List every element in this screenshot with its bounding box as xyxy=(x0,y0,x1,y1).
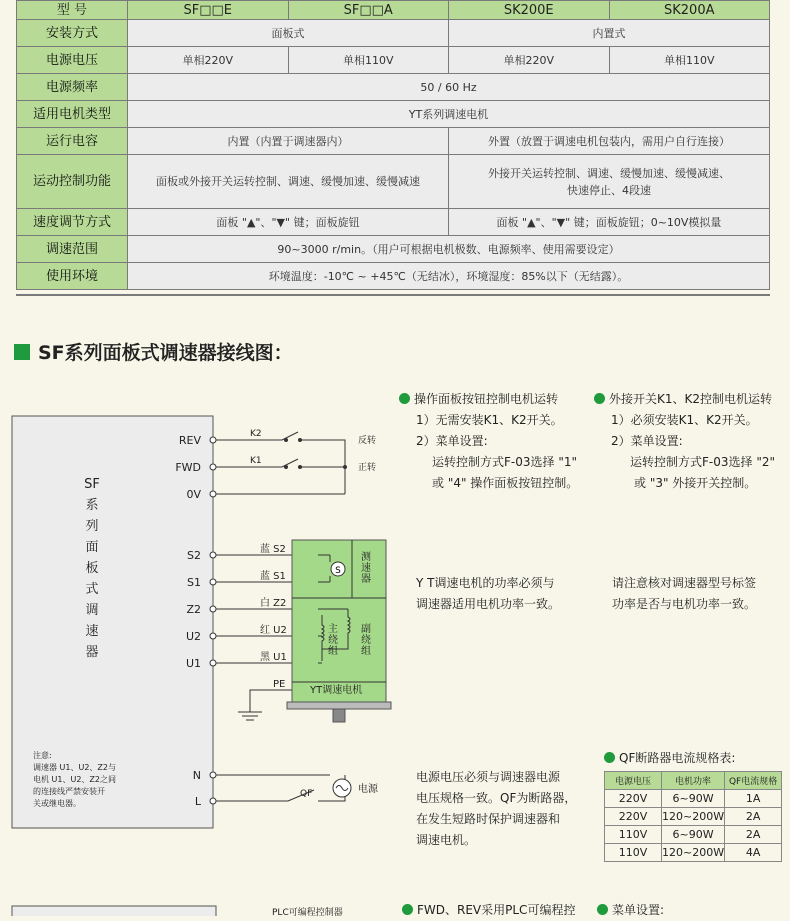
note-line: 调速器 U1、U2、Z2与 xyxy=(33,763,117,772)
switch-qf: QF xyxy=(300,789,313,799)
section-title-text: SF系列面板式调速器接线图： xyxy=(38,342,293,364)
bullet-icon xyxy=(402,904,413,915)
qf-header: 电源电压 xyxy=(605,772,662,790)
row-label: 运行电容 xyxy=(17,128,128,155)
motor-name: YT调速电机 xyxy=(310,685,363,696)
main-winding-1: 主 xyxy=(328,624,338,635)
note-line: 电源电压必须与调速器电源 xyxy=(416,770,561,784)
controller-label xyxy=(84,477,100,660)
row-label: 安装方式 xyxy=(17,20,128,47)
check-model-note xyxy=(612,573,756,615)
bullet-icon xyxy=(597,904,608,915)
note-line: 电机 U1、U2、Z2之间 xyxy=(33,775,117,784)
panel-line: 1）无需安装K1、K2开关。 xyxy=(416,413,563,427)
tach-symbol: S xyxy=(335,566,341,576)
wire-pe: PE xyxy=(273,679,286,690)
model-sk200a: SK200A xyxy=(609,1,770,20)
panel-line: 运转控制方式F-03选择 "1" xyxy=(432,455,577,469)
qf-row xyxy=(605,844,782,862)
note-line: 的连接线严禁安装开 xyxy=(33,787,105,796)
row-value: 单相110V xyxy=(288,47,449,74)
row-label: 速度调节方式 xyxy=(17,209,128,236)
note-line: 电压规格一致。QF为断路器， xyxy=(416,791,577,805)
aux-winding-1: 副 xyxy=(361,624,371,635)
row-value: 面板或外接开关运转控制、调速、缓慢加速、缓慢减速 xyxy=(128,155,449,209)
ext-line: 运转控制方式F-03选择 "2" xyxy=(630,455,775,469)
row-value: 单相220V xyxy=(449,47,610,74)
note-line: 请注意核对调速器型号标签 xyxy=(612,576,757,590)
note-line: 功率是否与电机功率一致。 xyxy=(612,597,757,611)
qf-header-row xyxy=(605,772,782,790)
terminal-u2: U2 xyxy=(185,630,201,643)
terminal-l: L xyxy=(194,795,201,808)
motor-shaft xyxy=(333,709,345,722)
row-label: 运动控制功能 xyxy=(17,155,128,209)
power-label: 电源 xyxy=(358,784,378,795)
row-value-line: 快速停止、4段速 xyxy=(567,183,651,197)
terminal-0v: 0V xyxy=(186,488,201,501)
plc-controller-box xyxy=(12,906,216,916)
row-value: 内置式 xyxy=(449,20,770,47)
footer-menu-text: 菜单设置: xyxy=(612,903,665,917)
main-winding-2: 绕 xyxy=(328,635,338,646)
qf-cell: 1A xyxy=(725,790,782,808)
qf-table xyxy=(604,771,782,862)
qf-cell: 220V xyxy=(605,808,662,826)
qf-cell: 120~200W xyxy=(662,844,725,862)
qf-header: QF电流规格 xyxy=(725,772,782,790)
qf-row xyxy=(605,808,782,826)
qf-cell: 220V xyxy=(605,790,662,808)
forward-label: 正转 xyxy=(358,463,377,473)
qf-cell: 4A xyxy=(725,844,782,862)
switch-k2: K2 xyxy=(250,429,262,439)
reverse-label: 反转 xyxy=(358,436,377,446)
qf-cell: 2A xyxy=(725,826,782,844)
terminal-s2: S2 xyxy=(187,549,201,562)
qf-cell: 110V xyxy=(605,844,662,862)
row-value: 90~3000 r/min。（用户可根据电机极数、电源频率、使用需要设定） xyxy=(128,236,770,263)
row-label: 适用电机类型 xyxy=(17,101,128,128)
footer-fwd-note xyxy=(402,900,575,921)
aux-winding-3: 组 xyxy=(361,646,371,657)
model-sk200e: SK200E xyxy=(449,1,610,20)
main-winding-3: 组 xyxy=(328,646,338,657)
qf-cell: 110V xyxy=(605,826,662,844)
footer-fwd-text: FWD、REV采用PLC可编程控 xyxy=(417,903,576,917)
controller-char: 系 xyxy=(85,498,99,513)
bullet-icon xyxy=(604,752,615,763)
tach-label-2: 速 xyxy=(361,563,371,574)
row-label: 调速范围 xyxy=(17,236,128,263)
wire-s2: 蓝 S2 xyxy=(260,544,286,555)
model-sfa: SF□□A xyxy=(288,1,449,20)
model-sfe: SF□□E xyxy=(128,1,289,20)
qf-table-title xyxy=(604,748,735,769)
panel-control-notes xyxy=(399,389,578,494)
qf-cell: 6~90W xyxy=(662,826,725,844)
panel-title: 操作面板按钮控制电机运转 xyxy=(414,392,559,406)
row-label: 电源频率 xyxy=(17,74,128,101)
wire-u2: 红 U2 xyxy=(260,625,287,636)
row-value: 单相110V xyxy=(609,47,770,74)
row-value: 环境温度：-10℃ ~ +45℃（无结冰），环境湿度：85%以下（无结露）。 xyxy=(128,263,770,290)
qf-row xyxy=(605,790,782,808)
terminal-fwd: FWD xyxy=(175,461,201,474)
wire-s1: 蓝 S1 xyxy=(260,571,286,582)
header-label: 型 号 xyxy=(17,1,128,20)
wire-labels xyxy=(260,542,287,690)
row-value-line: 外接开关运转控制、调速、缓慢加速、缓慢减速、 xyxy=(488,166,730,180)
row-value: 单相220V xyxy=(128,47,289,74)
terminal-n: N xyxy=(192,769,201,782)
terminal-z2: Z2 xyxy=(186,603,201,616)
ext-title: 外接开关K1、K2控制电机运转 xyxy=(609,392,773,406)
ext-line: 1）必须安装K1、K2开关。 xyxy=(611,413,758,427)
power-match-note xyxy=(416,573,560,615)
qf-cell: 6~90W xyxy=(662,790,725,808)
footer-menu-note xyxy=(597,900,664,921)
controller-char: 速 xyxy=(85,624,99,639)
controller-char: 面 xyxy=(85,540,99,555)
terminal-u1: U1 xyxy=(185,657,201,670)
panel-line: 或 "4" 操作面板按钮控制。 xyxy=(432,476,579,490)
wire-junctions xyxy=(284,438,347,469)
controller-char: 式 xyxy=(85,582,99,597)
terminal-s1: S1 xyxy=(187,576,201,589)
row-value: 外置（放置于调速电机包装内，需用户自行连接） xyxy=(449,128,770,155)
row-value: 面板 "▲"、"▼" 键；面板旋钮 xyxy=(128,209,449,236)
row-value: 50 / 60 Hz xyxy=(128,74,770,101)
terminal-rev: REV xyxy=(178,434,201,447)
qf-row xyxy=(605,826,782,844)
voltage-note xyxy=(416,767,576,851)
qf-cell: 120~200W xyxy=(662,808,725,826)
row-label: 电源电压 xyxy=(17,47,128,74)
controller-char: 列 xyxy=(85,519,99,534)
note-line: 注意: xyxy=(33,751,52,760)
controller-char: 器 xyxy=(85,645,99,660)
row-value: 面板 "▲"、"▼" 键；面板旋钮；0~10V模拟量 xyxy=(449,209,770,236)
controller-char: SF xyxy=(84,477,100,492)
note-line: 调速电机。 xyxy=(416,833,477,847)
wire-u1: 黑 U1 xyxy=(260,652,287,663)
tach-label-3: 器 xyxy=(361,574,371,585)
row-label: 使用环境 xyxy=(17,263,128,290)
controller-char: 板 xyxy=(85,561,99,576)
controller-char: 调 xyxy=(85,603,99,618)
bullet-icon xyxy=(399,393,410,404)
row-value: 内置（内置于调速器内） xyxy=(128,128,449,155)
bullet-icon xyxy=(594,393,605,404)
qf-title-text: QF断路器电流规格表: xyxy=(619,751,736,765)
motor-base xyxy=(287,702,391,709)
note-line: Y T调速电机的功率必须与 xyxy=(416,576,555,590)
qf-cell: 2A xyxy=(725,808,782,826)
qf-header: 电机功率 xyxy=(662,772,725,790)
switch-k1: K1 xyxy=(250,456,262,466)
wire-z2: 白 Z2 xyxy=(260,598,287,609)
note-line: 关或继电器。 xyxy=(33,799,81,808)
ext-line: 2）菜单设置: xyxy=(611,434,683,448)
ext-line: 或 "3" 外接开关控制。 xyxy=(634,476,757,490)
aux-winding-2: 绕 xyxy=(361,635,371,646)
tach-label-1: 测 xyxy=(361,552,371,563)
note-line: 在发生短路时保护调速器和 xyxy=(416,812,561,826)
panel-line: 2）菜单设置: xyxy=(416,434,488,448)
row-value: YT系列调速电机 xyxy=(128,101,770,128)
plc-label: PLC可编程控制器 xyxy=(272,908,343,916)
external-control-notes xyxy=(594,389,775,494)
row-value: 面板式 xyxy=(128,20,449,47)
note-line: 调速器适用电机功率一致。 xyxy=(416,597,561,611)
